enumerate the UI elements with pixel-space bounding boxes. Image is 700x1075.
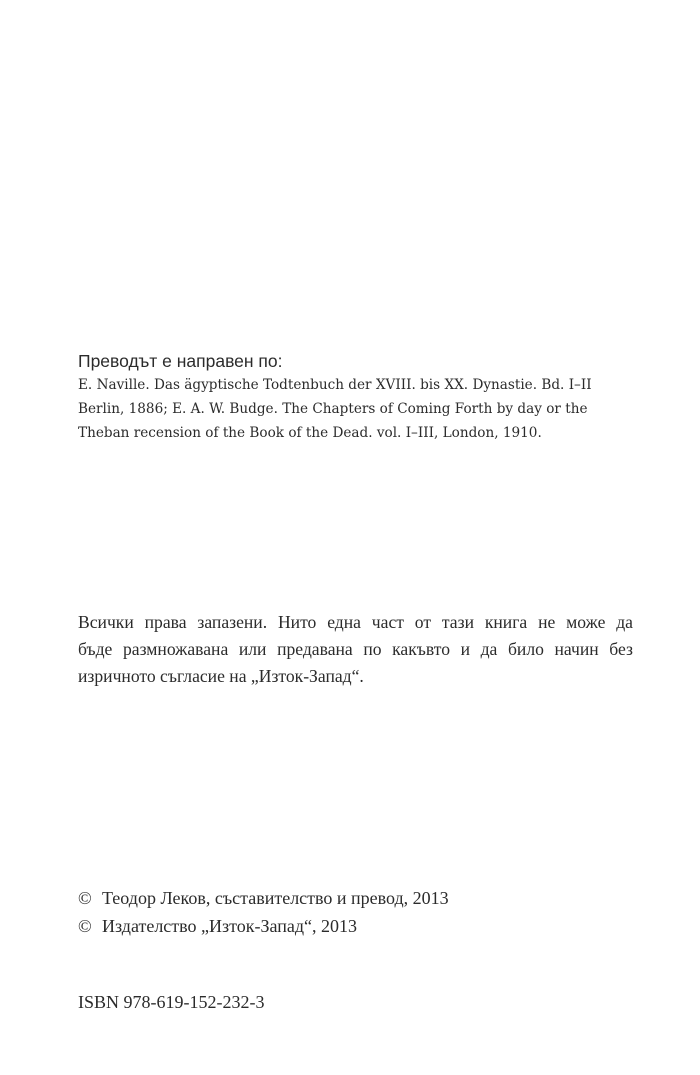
copyright-section: [78, 884, 638, 940]
translation-source-heading: Преводът е направен по:: [78, 351, 283, 371]
copyright-symbol: ©: [78, 888, 92, 908]
rights-notice-section: [78, 609, 638, 690]
copyright-line-publisher: [78, 912, 638, 940]
translation-source-section: [78, 349, 638, 445]
copyright-author-text: Теодор Леков, съставителство и превод, 2013: [102, 888, 449, 908]
copyright-publisher-text: Издателство „Изток-Запад“, 2013: [102, 916, 358, 936]
isbn-section: [78, 988, 638, 1016]
translation-source-line: Berlin, 1886; E. A. W. Budge. The Chapters of Coming Forth by day or the: [78, 401, 588, 417]
translation-source-line: E. Naville. Das ägyptische Todtenbuch der XVIII. bis XX. Dynastie. Bd. I–II: [78, 377, 592, 393]
translation-source-line: Theban recension of the Book of the Dead. vol. I–III, London, 1910.: [78, 425, 542, 441]
copyright-symbol: ©: [78, 916, 92, 936]
copyright-line-author: [78, 884, 638, 912]
isbn-number: ISBN 978-619-152-232-3: [78, 992, 265, 1012]
rights-notice-line: Всички права запазени. Нито една част от тази книга не може да: [78, 612, 633, 632]
rights-notice-line: изричното съгласие на „Изток-Запад“.: [78, 666, 364, 686]
rights-notice-line: бъде размножавана или предавана по какъвто и да било начин без: [78, 639, 633, 659]
